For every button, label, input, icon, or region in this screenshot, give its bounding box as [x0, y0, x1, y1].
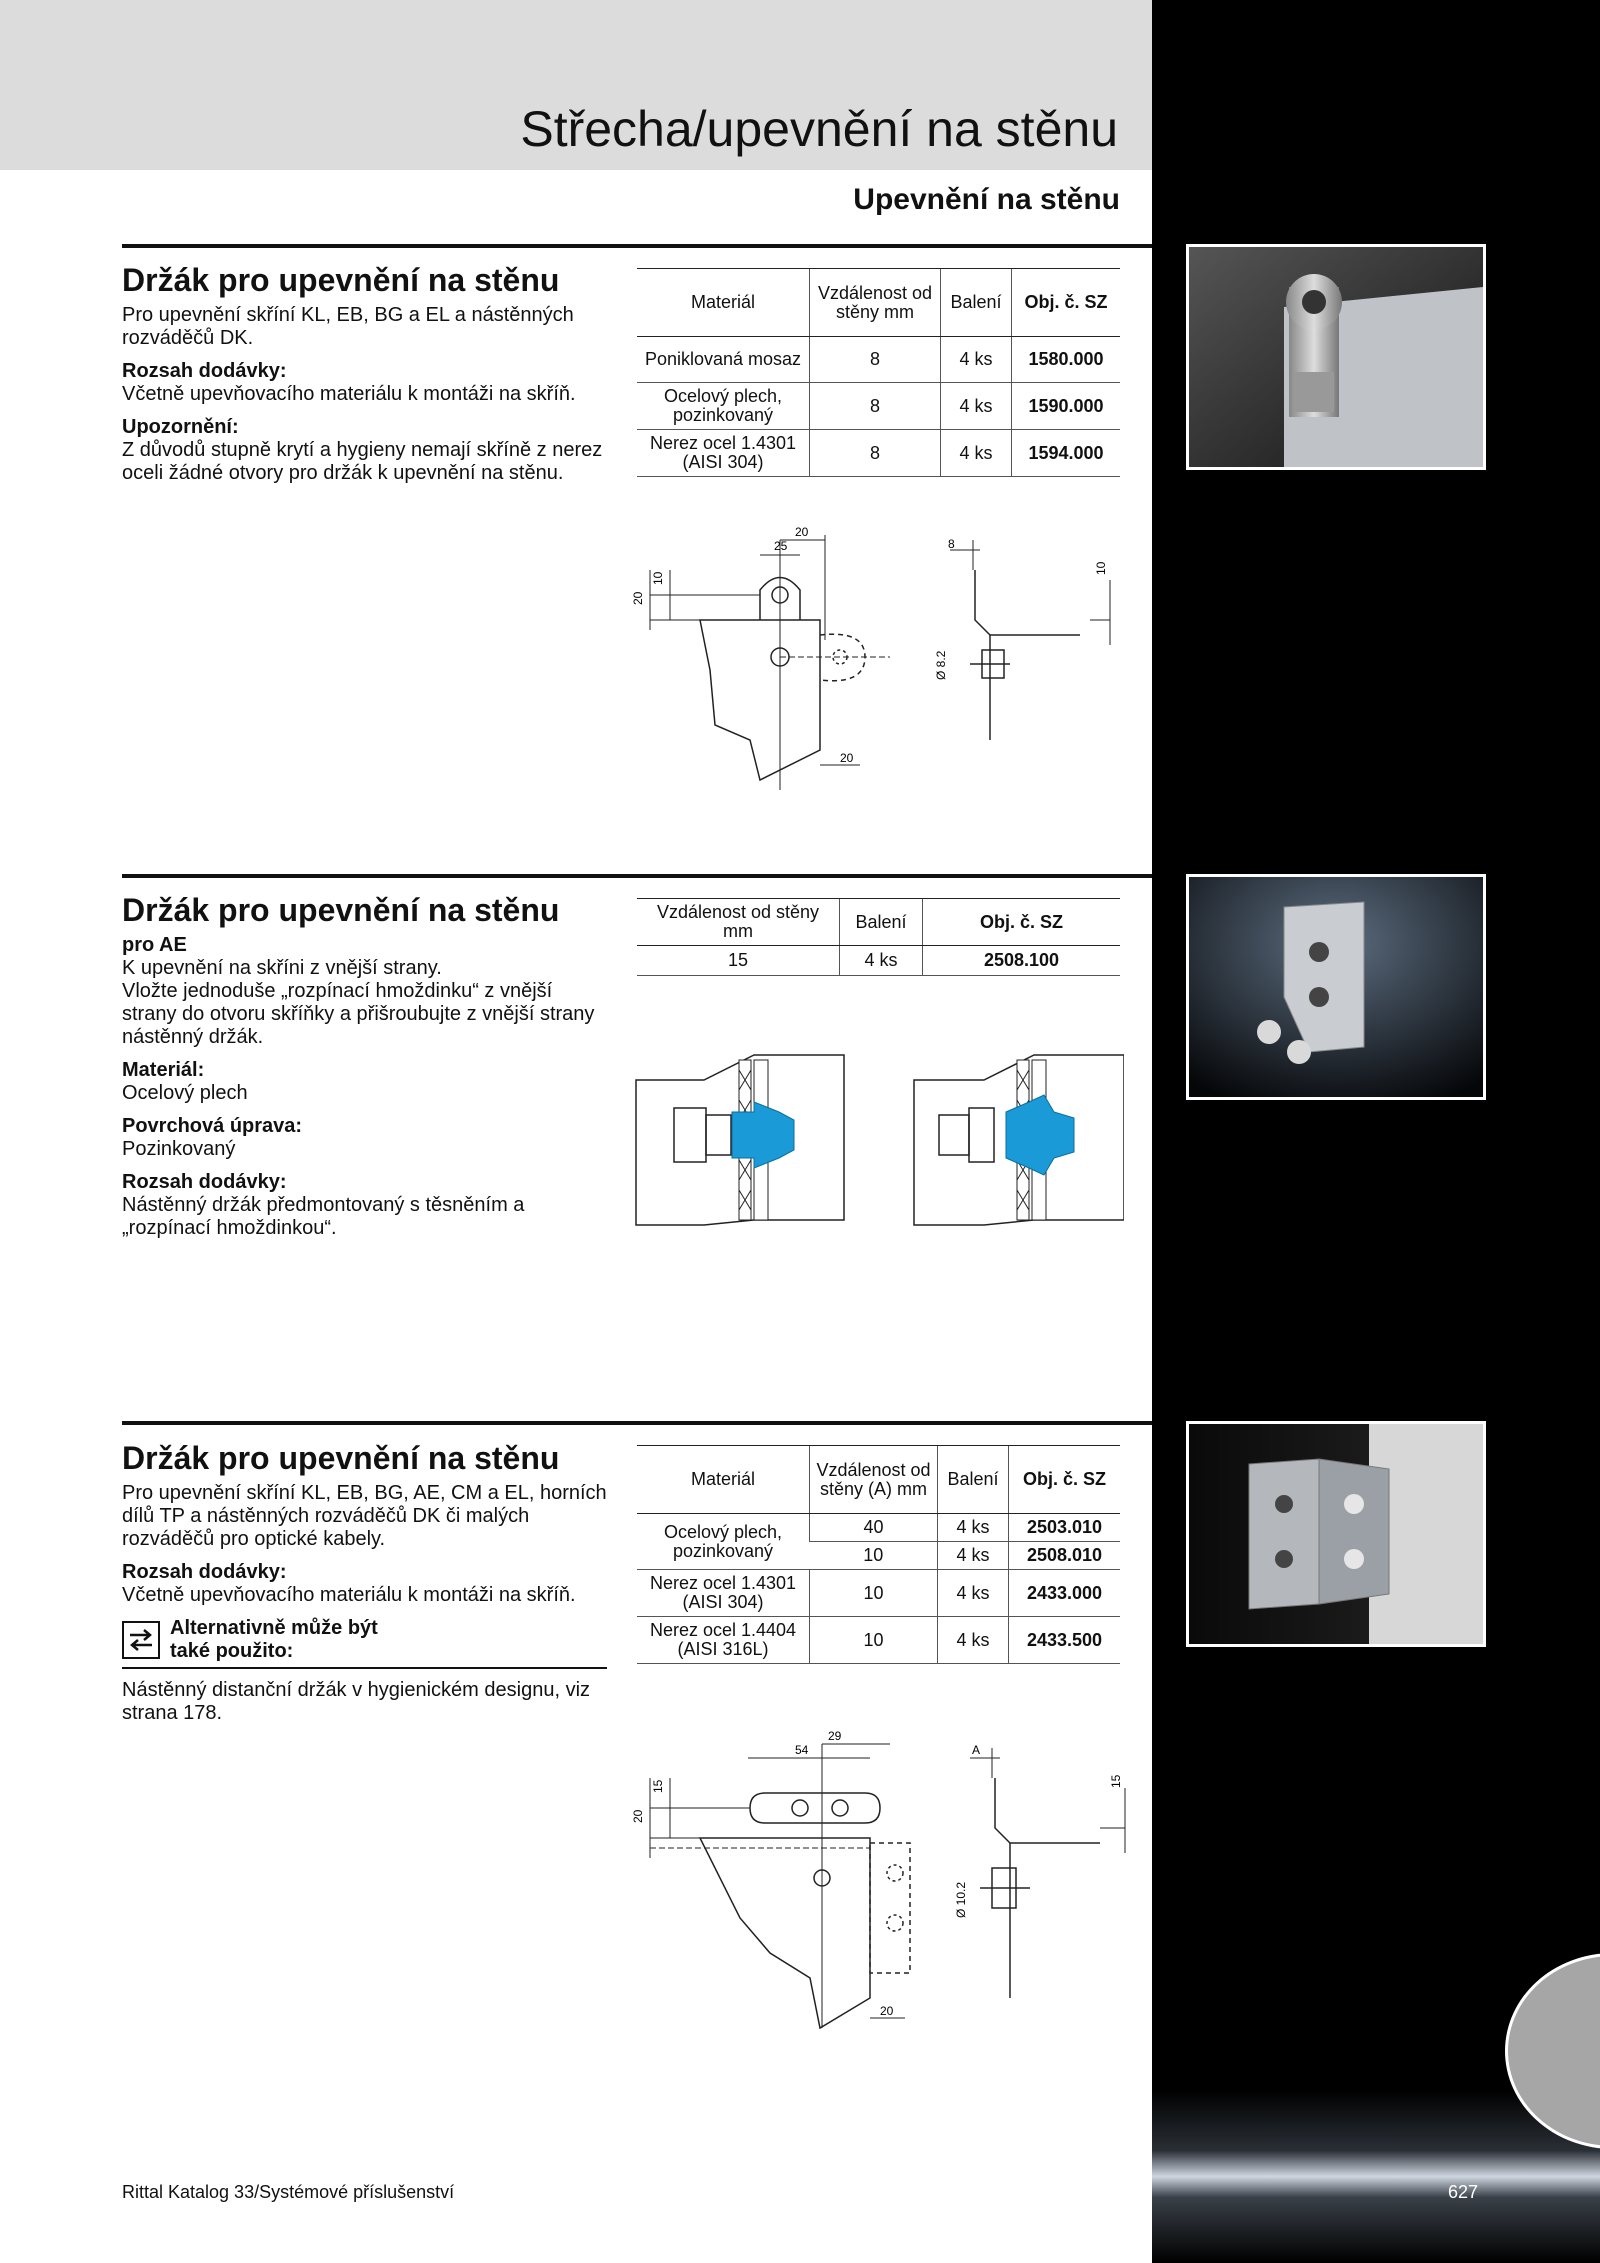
- dim-label: 10: [1094, 561, 1108, 575]
- table-header: Balení: [840, 899, 923, 946]
- table-cell: 4 ks: [941, 383, 1012, 430]
- table-row: [637, 383, 1120, 430]
- table-header: Obj. č. SZ: [1009, 1446, 1121, 1514]
- section2-material-text: Ocelový plech: [122, 1082, 248, 1104]
- section1-note-label: Upozornění:: [122, 416, 239, 438]
- section2-table: [637, 898, 1120, 976]
- dim-label: Ø 10.2: [954, 1881, 968, 1918]
- table-row: [637, 1514, 1120, 1542]
- table-cell: 2503.010: [1009, 1514, 1121, 1542]
- dim-label: 20: [840, 751, 854, 765]
- dim-label: 15: [651, 1779, 665, 1793]
- table-cell: 4 ks: [941, 337, 1012, 383]
- section2-material-label: Materiál:: [122, 1059, 205, 1081]
- section1-photo: [1186, 244, 1486, 470]
- table-header: Vzdálenost od stěny mm: [637, 899, 840, 946]
- table-header: Balení: [938, 1446, 1009, 1514]
- section2-text: [122, 892, 607, 1250]
- section2-sub: pro AE: [122, 934, 187, 956]
- section1-technical-drawing: [630, 510, 1130, 790]
- section2-intro: K upevnění na skříni z vnější strany.: [122, 957, 442, 979]
- table-header: Materiál: [637, 1446, 810, 1514]
- section1-intro: Pro upevnění skříní KL, EB, BG a EL a nástěnných rozváděčů DK.: [122, 304, 574, 349]
- table-row: [637, 337, 1120, 383]
- table-cell: Nerez ocel 1.4301 (AISI 304): [637, 430, 810, 477]
- table-cell: 4 ks: [840, 946, 923, 976]
- section3-photo: [1186, 1421, 1486, 1647]
- section3-heading: Držák pro upevnění na stěnu: [122, 1440, 560, 1476]
- section3-text: [122, 1440, 607, 1735]
- table-cell: 2433.500: [1009, 1617, 1121, 1664]
- section2-intro2: Vložte jednoduše „rozpínací hmoždinku“ z vnější strany do otvoru skříňky a přišroubujte z vnější strany nástěnný držák.: [122, 980, 595, 1048]
- table-cell: 4 ks: [938, 1542, 1009, 1570]
- table-cell: Nerez ocel 1.4404 (AISI 316L): [637, 1617, 810, 1664]
- dim-label: 54: [795, 1743, 809, 1757]
- section1-table: [637, 268, 1120, 477]
- section3-scope-label: Rozsah dodávky:: [122, 1561, 287, 1583]
- table-cell: Nerez ocel 1.4301 (AISI 304): [637, 1570, 810, 1617]
- section3-intro: Pro upevnění skříní KL, EB, BG, AE, CM a EL, horních dílů TP a nástěnných rozváděčů DK či malých rozváděčů pro optické kabely.: [122, 1482, 607, 1550]
- section2-rule: [122, 874, 1152, 878]
- table-row: [637, 1570, 1120, 1617]
- footer-catalog: Rittal Katalog 33/Systémové příslušenství: [122, 2182, 455, 2202]
- section3-scope-text: Včetně upevňovacího materiálu k montáži na skříň.: [122, 1584, 576, 1606]
- dim-label: 20: [631, 591, 645, 605]
- table-row: [637, 430, 1120, 477]
- section-title: Upevnění na stěnu: [853, 183, 1120, 216]
- table-cell: 1590.000: [1012, 383, 1121, 430]
- table-row: [637, 1617, 1120, 1664]
- alternative-text: Nástěnný distanční držák v hygienickém designu, viz strana 178.: [122, 1679, 591, 1724]
- section3-table: [637, 1445, 1120, 1664]
- section2-surface-text: Pozinkovaný: [122, 1138, 236, 1160]
- section1-text: [122, 262, 607, 495]
- dim-label: 8: [948, 537, 955, 551]
- section1-scope-text: Včetně upevňovacího materiálu k montáži na skříň.: [122, 383, 576, 405]
- dim-label: Ø 8.2: [934, 650, 948, 680]
- section2-scope-label: Rozsah dodávky:: [122, 1171, 287, 1193]
- table-cell: 2508.100: [923, 946, 1121, 976]
- table-cell: 15: [637, 946, 840, 976]
- dim-label: 25: [774, 539, 788, 553]
- dim-label: 10: [651, 571, 665, 585]
- dim-label: 20: [631, 1809, 645, 1823]
- section2-technical-drawing: [634, 1050, 1124, 1230]
- alternative-rule: [122, 1667, 607, 1669]
- table-cell: 8: [810, 430, 941, 477]
- dim-label: A: [972, 1743, 981, 1757]
- table-header: Obj. č. SZ: [1012, 269, 1121, 337]
- table-cell: 40: [810, 1514, 938, 1542]
- table-cell: 10: [810, 1542, 938, 1570]
- page-title: Střecha/upevnění na stěnu: [520, 101, 1118, 157]
- table-cell: 4 ks: [938, 1514, 1009, 1542]
- table-cell: 2508.010: [1009, 1542, 1121, 1570]
- table-header: Materiál: [637, 269, 810, 337]
- table-cell: 10: [810, 1570, 938, 1617]
- table-header: Vzdálenost od stěny (A) mm: [810, 1446, 938, 1514]
- section1-note-text: Z důvodů stupně krytí a hygieny nemají skříně z nerez oceli žádné otvory pro držák k upevnění na stěnu.: [122, 439, 603, 484]
- section2-photo: [1186, 874, 1486, 1100]
- table-cell: 4 ks: [941, 430, 1012, 477]
- table-cell: Ocelový plech, pozinkovaný: [637, 1514, 810, 1570]
- alternative-note: [122, 1617, 607, 1663]
- page-number: 627: [1448, 2182, 1479, 2202]
- alternative-label: Alternativně může být také použito:: [170, 1617, 378, 1662]
- section1-heading: Držák pro upevnění na stěnu: [122, 262, 560, 298]
- section1-scope-label: Rozsah dodávky:: [122, 360, 287, 382]
- table-header: Obj. č. SZ: [923, 899, 1121, 946]
- section2-surface-label: Povrchová úprava:: [122, 1115, 303, 1137]
- section2-scope-text: Nástěnný držák předmontovaný s těsněním a „rozpínací hmoždinkou“.: [122, 1194, 525, 1239]
- section2-heading: Držák pro upevnění na stěnu: [122, 892, 560, 928]
- table-cell: 4 ks: [938, 1617, 1009, 1664]
- table-cell: 8: [810, 337, 941, 383]
- table-header: Balení: [941, 269, 1012, 337]
- section3-technical-drawing: [630, 1718, 1130, 2038]
- swap-arrows-icon: [122, 1621, 160, 1659]
- table-cell: 8: [810, 383, 941, 430]
- table-header: Vzdálenost od stěny mm: [810, 269, 941, 337]
- table-row: [637, 946, 1120, 976]
- section1-rule: [122, 244, 1152, 248]
- dim-label: 15: [1109, 1774, 1123, 1788]
- table-cell: 1580.000: [1012, 337, 1121, 383]
- dim-label: 29: [828, 1729, 842, 1743]
- table-cell: Poniklovaná mosaz: [637, 337, 810, 383]
- table-cell: 10: [810, 1617, 938, 1664]
- table-cell: 1594.000: [1012, 430, 1121, 477]
- dim-label: 20: [880, 2004, 894, 2018]
- table-cell: 4 ks: [938, 1570, 1009, 1617]
- dim-label: 20: [795, 525, 809, 539]
- section3-rule: [122, 1421, 1152, 1425]
- table-cell: Ocelový plech, pozinkovaný: [637, 383, 810, 430]
- table-cell: 2433.000: [1009, 1570, 1121, 1617]
